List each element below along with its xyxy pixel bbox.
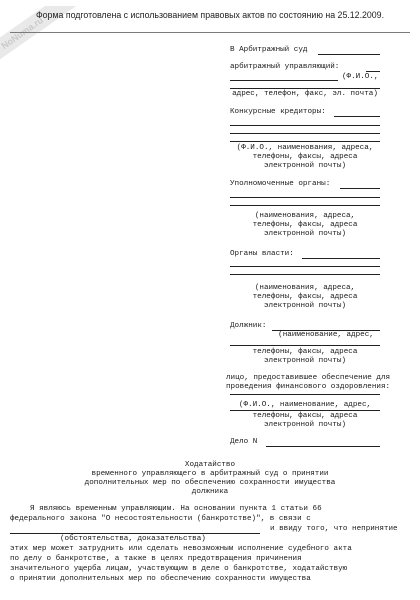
bodies-line-c — [230, 205, 380, 206]
creditors-line-c — [230, 133, 380, 134]
authorities-line-c — [230, 274, 380, 275]
authorities-line-b — [230, 266, 380, 267]
manager-line-a — [366, 71, 380, 72]
provider-line-b — [230, 410, 380, 411]
provider-line-a — [230, 394, 380, 395]
case-number-line — [266, 446, 380, 447]
debtor-hint-1: (наименование, адрес, — [278, 331, 374, 339]
bodies-hint-2: телефоны, факсы, адреса — [252, 221, 358, 229]
doc-title: Ходатайство — [184, 461, 236, 469]
creditors-line-d — [230, 141, 380, 142]
creditors-hint-1: (Ф.И.О., наименования, адреса, — [236, 144, 374, 152]
creditors-hint-3: электронной почты) — [263, 162, 347, 170]
court-line — [318, 54, 380, 55]
body-line-7: значительного ущерба лицам, участвующим в деле о банкротстве, ходатайствую — [10, 565, 348, 573]
body-line-6: по делу о банкротстве, а также в целях предотвращения причинения — [10, 555, 302, 563]
authorities-hint-3: электронной почты) — [263, 302, 347, 310]
body-line-3: и ввиду того, что непринятие — [270, 525, 398, 533]
doc-title-line-4: должника — [191, 488, 229, 496]
debtor-hint-3: электронной почты) — [263, 357, 347, 365]
bodies-hint-3: электронной почты) — [263, 230, 347, 238]
legal-note: Форма подготовлена с использованием правовых актов по состоянию на 25.12.2009. — [35, 10, 385, 20]
debtor-label: Должник: — [230, 322, 267, 330]
creditors-label: Конкурсные кредиторы: — [230, 108, 326, 116]
manager-line-c — [230, 88, 380, 89]
provider-label-1: лицо, предоставившее обеспечение для — [226, 374, 391, 382]
body-line-2: федерального закона "О несостоятельности (банкротстве)", в связи с — [10, 515, 311, 523]
body-blank-line — [10, 533, 260, 534]
manager-label: арбитражный управляющий: — [230, 63, 340, 71]
authorities-line-a — [302, 258, 380, 259]
manager-hint-fio: (Ф.И.О., — [342, 73, 379, 81]
provider-hint-1: (Ф.И.О., наименование, адрес, — [238, 401, 372, 409]
provider-label-2: проведения финансового оздоровления: — [226, 383, 391, 391]
authorities-hint-1: (наименования, адреса, — [254, 284, 356, 292]
creditors-line-b — [230, 125, 380, 126]
bodies-hint-1: (наименования, адреса, — [254, 212, 356, 220]
doc-title-line-3: дополнительных мер по обеспечению сохранности имущества — [84, 479, 336, 487]
provider-hint-2: телефоны, факсы, адреса — [252, 412, 358, 420]
body-line-5: этих мер может затруднить или сделать невозможным исполнение судебного акта — [10, 545, 352, 553]
debtor-line-b — [230, 345, 380, 346]
bodies-line-a — [340, 188, 380, 189]
bodies-label: Уполномоченные органы: — [230, 180, 331, 188]
manager-hint-contacts: адрес, телефон, факс, эл. почта) — [232, 90, 378, 98]
creditors-hint-2: телефоны, факсы, адреса — [252, 153, 358, 161]
body-line-4: (обстоятельства, доказательства) — [60, 535, 206, 543]
doc-title-line-2: временного управляющего в арбитражный суд о принятии — [91, 470, 329, 478]
bodies-line-b — [230, 197, 380, 198]
case-number-label: Дело N — [230, 438, 258, 446]
creditors-line-a — [334, 116, 380, 117]
body-line-1: Я являюсь временным управляющим. На основании пункта 1 статьи 66 — [30, 505, 322, 513]
watermark-text: NoNuma.ru — [0, 14, 45, 52]
provider-hint-3: электронной почты) — [263, 421, 347, 429]
authorities-label: Органы власти: — [230, 250, 294, 258]
body-line-8: о принятии дополнительных мер по обеспечению сохранности имущества — [10, 575, 311, 583]
manager-line-b — [230, 80, 338, 81]
debtor-hint-2: телефоны, факсы, адреса — [252, 348, 358, 356]
authorities-hint-2: телефоны, факсы, адреса — [252, 293, 358, 301]
court-label: В Арбитражный суд — [230, 46, 308, 54]
